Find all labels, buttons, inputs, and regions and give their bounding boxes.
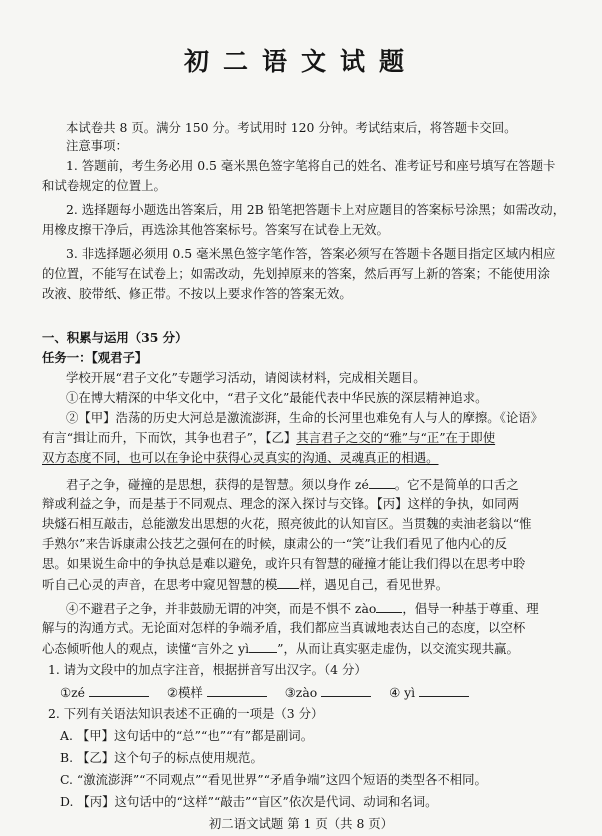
passage-text: 君子之争，碰撞的是思想，获得的是智慧。须以身作 zé	[66, 477, 369, 492]
answer-label-d: ④ yì	[389, 685, 416, 700]
note-2: 2. 选择题每小题选出答案后，用 2B 铅笔把答题卡上对应题目的答案标号涂黑；如需改动，	[66, 202, 566, 217]
passage-text: ④不避君子之争，并非鼓励无谓的冲突，而是不惧不 zào	[66, 601, 377, 616]
task-heading: 任务一：【观君子】	[42, 350, 148, 365]
passage-para-2: ②【甲】浩荡的历史大河总是激流澎湃，生命的长河里也难免有人与人的摩擦。《论语》	[66, 410, 544, 425]
passage-text: ，倡导一种基于尊重、理	[402, 601, 539, 616]
passage-line: 思。如果说生命中的争执总是难以避免，或许只有智慧的碰撞才能让我们得以在思考中聆	[42, 556, 526, 571]
underlined-sentence-cont: 双方态度不同，也可以在争论中获得心灵真实的沟通、灵魂真正的相遇。	[42, 450, 439, 465]
option-b: B. 【乙】这个句子的标点使用规范。	[60, 750, 263, 765]
answer-blank-b[interactable]	[207, 684, 267, 697]
passage-text: 有言“揖让而升，下而饮，其争也君子”，【乙】	[42, 430, 297, 445]
passage-line	[42, 576, 448, 593]
option-c: C. “激流澎湃”“不同观点”“看见世界”“矛盾争端”这四个短语的类型各不相同。	[60, 772, 487, 787]
note-3-cont: 的位置，不能写在试卷上；如需改动，先划掉原来的答案，然后再写上新的答案；不能使用涂	[42, 266, 551, 281]
passage-line	[42, 430, 495, 446]
underlined-sentence: 其言君子之交的“雅”与“正”在于即使	[296, 430, 496, 445]
fill-blank	[249, 640, 277, 653]
passage-line: 辩或利益之争，而是基于不同观点、理念的深入探讨与交锋。【丙】这样的争执，如同两	[42, 496, 520, 511]
answer-label-c: ③zào	[284, 685, 318, 700]
passage-text: 心态倾听他人的观点，读懂“言外之 yì	[42, 641, 250, 656]
passage-para-4	[66, 600, 539, 617]
note-3-cont2: 改液、胶带纸、修正带。不按以上要求作答的答案无效。	[42, 286, 352, 301]
passage-line: 解与的沟通方式。无论面对怎样的争端矛盾，我们都应当真诚地表达自己的态度，以空杯	[42, 620, 526, 635]
answer-blank-c[interactable]	[321, 684, 371, 697]
question-2-stem: 2. 下列有关语法知识表述不正确的一项是（3 分）	[48, 706, 324, 721]
passage-line: 块燧石相互敲击，总能激发出思想的火花，照亮彼此的认知盲区。当贯魏的卖油老翁以“惟	[42, 516, 532, 531]
passage-intro: 学校开展“君子文化”专题学习活动，请阅读材料，完成相关题目。	[66, 370, 426, 385]
passage-text: 样，遇见自己，看见世界。	[299, 577, 449, 592]
option-a: A. 【甲】这句话中的“总”“也”“有”都是副词。	[60, 728, 314, 743]
exam-title: 初二语文试题	[183, 47, 418, 76]
passage-line: 手熟尔”来告诉康肃公技艺之强何在的时候，康肃公的一“笑”让我们看见了他内心的反	[42, 536, 508, 551]
passage-line	[42, 640, 519, 657]
passage-text: 听自己心灵的声音，在思考中窥见智慧的模	[42, 577, 278, 592]
note-2-cont: 用橡皮擦干净后，再选涂其他答案标号。答案写在试卷上无效。	[42, 222, 389, 237]
passage-para-1: ①在博大精深的中华文化中，“君子文化”最能代表中华民族的深层精神追求。	[66, 390, 488, 405]
question-1-stem: 1. 请为文段中的加点字注音，根据拼音写出汉字。（4 分）	[48, 662, 367, 677]
intro-line: 本试卷共 8 页。满分 150 分。考试用时 120 分钟。考试结束后，将答题卡交回。	[66, 120, 517, 135]
answer-blank-d[interactable]	[419, 684, 469, 697]
question-1-answers	[60, 684, 469, 701]
passage-para-3	[66, 476, 519, 493]
note-1-cont: 和试卷规定的位置上。	[42, 178, 166, 193]
page-footer: 初二语文试题 第 1 页（共 8 页）	[208, 816, 394, 831]
answer-blank-a[interactable]	[89, 684, 149, 697]
note-3: 3. 非选择题必须用 0.5 毫米黑色签字笔作答，答案必须写在答题卡各题目指定区域内相应	[66, 246, 556, 261]
note-1: 1. 答题前，考生务必用 0.5 毫米黑色签字笔将自己的姓名、准考证号和座号填写在答题卡	[66, 158, 556, 173]
fill-blank	[277, 576, 299, 589]
answer-label-b: ②模样	[166, 685, 203, 700]
passage-text: ”，从而让真实驱走虚伪，以交流实现共赢。	[277, 641, 519, 656]
notes-heading: 注意事项：	[66, 138, 128, 153]
answer-label-a: ①zé	[60, 685, 85, 700]
option-d: D. 【丙】这句话中的“这样”“敲击”“盲区”依次是代词、动词和名词。	[60, 794, 438, 809]
section-heading: 一、积累与运用（35 分）	[42, 330, 188, 345]
fill-blank	[369, 476, 395, 489]
passage-text: 。它不是简单的口舌之	[394, 477, 519, 492]
fill-blank	[376, 600, 402, 613]
